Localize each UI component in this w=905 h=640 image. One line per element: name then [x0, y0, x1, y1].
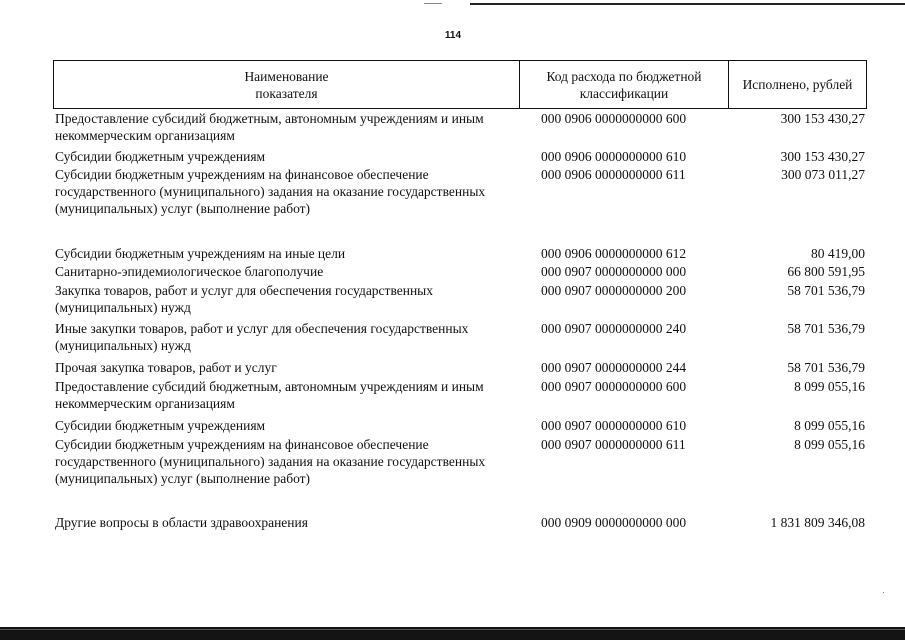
row-amount: 58 701 536,79: [787, 283, 865, 298]
top-dash-mark: [424, 3, 442, 4]
row-amount: 8 099 055,16: [794, 437, 865, 452]
row-amount: 300 153 430,27: [780, 149, 865, 164]
page-number: 114: [444, 30, 462, 41]
row-code: 000 0907 0000000000 240: [541, 321, 687, 336]
scan-speck: [883, 592, 884, 593]
table-header: [53, 60, 867, 109]
row-name: Субсидии бюджетным учреждениям на финансовое обеспечение государственного (муниципального) задания на оказание государственных (муниципальных) услуг (выполнение работ): [55, 167, 486, 216]
row-code: 000 0906 0000000000 610: [541, 149, 687, 164]
row-amount: 58 701 536,79: [787, 321, 865, 336]
row-code: 000 0907 0000000000 000: [541, 264, 687, 279]
row-name: Предоставление субсидий бюджетным, автономным учреждениям и иным некоммерческим организациям: [55, 379, 484, 411]
row-amount: 58 701 536,79: [787, 360, 865, 375]
header-code-line1: Код расхода по бюджетной: [546, 68, 702, 84]
header-code-line2: классификации: [579, 85, 669, 101]
top-rule: [470, 3, 905, 5]
header-code-cell: [520, 61, 728, 108]
header-amount: Исполнено, рублей: [742, 77, 853, 92]
row-amount: 80 419,00: [811, 246, 865, 261]
row-name: Субсидии бюджетным учреждениям на финансовое обеспечение государственного (муниципального) задания на оказание государственных (муниципальных) услуг (выполнение работ): [55, 437, 486, 486]
row-name: Другие вопросы в области здравоохранения: [55, 515, 308, 530]
row-amount: 300 073 011,27: [781, 167, 865, 182]
row-amount: 300 153 430,27: [780, 111, 865, 126]
row-amount: 1 831 809 346,08: [770, 515, 865, 530]
row-name: Прочая закупка товаров, работ и услуг: [55, 360, 277, 375]
row-name: Субсидии бюджетным учреждениям: [55, 149, 266, 164]
row-amount: 8 099 055,16: [794, 379, 865, 394]
row-name: Закупка товаров, работ и услуг для обеспечения государственных (муниципальных) нужд: [55, 283, 434, 315]
row-code: 000 0907 0000000000 244: [541, 360, 687, 375]
row-code: 000 0907 0000000000 200: [541, 283, 687, 298]
row-code: 000 0907 0000000000 611: [541, 437, 686, 452]
header-name-line1: Наименование: [244, 68, 329, 84]
bottom-scan-line: [0, 629, 905, 630]
header-amount-cell: [729, 61, 866, 108]
row-name: Субсидии бюджетным учреждениям: [55, 418, 266, 433]
row-code: 000 0906 0000000000 612: [541, 246, 687, 261]
header-name-cell: [54, 61, 519, 108]
row-name: Предоставление субсидий бюджетным, автономным учреждениям и иным некоммерческим организациям: [55, 111, 484, 143]
row-code: 000 0906 0000000000 611: [541, 167, 686, 182]
row-code: 000 0907 0000000000 610: [541, 418, 687, 433]
row-amount: 8 099 055,16: [794, 418, 865, 433]
row-code: 000 0907 0000000000 600: [541, 379, 687, 394]
row-name: Субсидии бюджетным учреждениям на иные цели: [55, 246, 346, 261]
row-name: Санитарно-эпидемиологическое благополучие: [55, 264, 324, 279]
row-amount: 66 800 591,95: [787, 264, 865, 279]
row-name: Иные закупки товаров, работ и услуг для обеспечения государственных (муниципальных) нужд: [55, 321, 469, 353]
row-code: 000 0909 0000000000 000: [541, 515, 687, 530]
row-code: 000 0906 0000000000 600: [541, 111, 687, 126]
header-name-line2: показателя: [255, 85, 318, 101]
